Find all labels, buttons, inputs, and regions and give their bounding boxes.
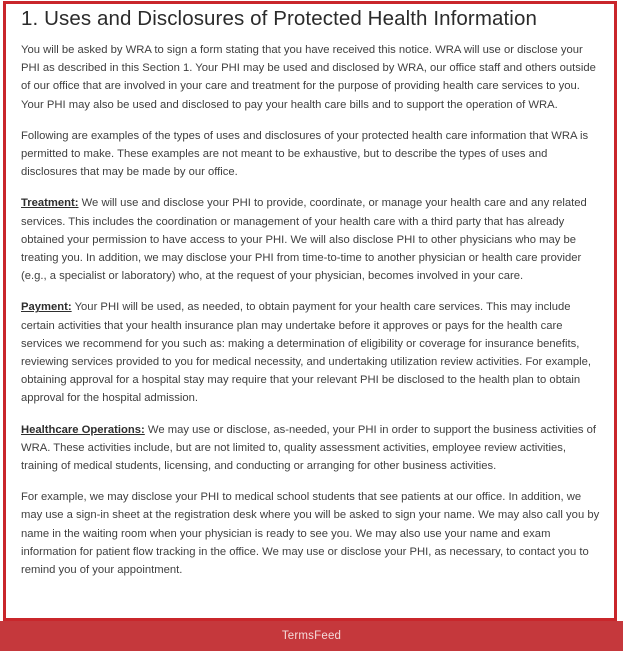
paragraph-treatment — [21, 194, 600, 285]
footer-brand: TermsFeed — [281, 630, 342, 642]
paragraph-payment — [21, 298, 600, 407]
paragraph-text: Following are examples of the types of uses and disclosures of your protected health care information that WRA is permitted to make. These examples are not meant to be exhaustive, but to describe the types of uses and disclosures that may be made by our office. — [21, 129, 589, 179]
paragraph-label: Healthcare Operations: — [21, 423, 145, 436]
section-title: 1. Uses and Disclosures of Protected Health Information — [21, 7, 537, 30]
paragraph-examples — [21, 127, 600, 182]
paragraph-intro — [21, 41, 600, 114]
paragraph-label: Payment: — [21, 301, 72, 314]
paragraph-for-example — [21, 488, 600, 579]
paragraph-healthcare-operations — [21, 421, 600, 476]
paragraph-text: You will be asked by WRA to sign a form stating that you have received this notice. WRA will use or disclose your PHI as described in this Section 1. Your PHI may be used and disclosed by WRA, our office staff and others outside of our office that are involved in your care and treatment for the purpose of providing health care services to you. Your PHI may also be used and disclosed to pay your health care bills and to support the operation of WRA. — [21, 44, 596, 111]
paragraph-text: We will use and disclose your PHI to provide, coordinate, or manage your health care and any related services. This includes the coordination or management of your health care with a third party that has already obtained your permission to have access to your PHI. We will also disclose PHI to other physicians who may be treating you. In addition, we may disclose your PHI from time-to-time to another physician or health care provider (e.g., a specialist or laboratory) who, at the request of your physician, becomes involved in your care. — [21, 197, 587, 283]
document-frame — [3, 1, 617, 621]
document-content — [6, 4, 614, 579]
footer-bar — [0, 621, 623, 651]
paragraph-text: Your PHI will be used, as needed, to obtain payment for your health care services. This may include certain activities that your health insurance plan may undertake before it approves or pays for the health care services we recommend for you such as: making a determination of eligibility or coverage for insurance benefits, reviewing services provided to you for medical necessity, and undertaking utilization review activities. For example, obtaining approval for a hospital stay may require that your relevant PHI be disclosed to the health plan to obtain approval for the hospital admission. — [21, 301, 592, 405]
paragraph-label: Treatment: — [21, 197, 79, 210]
paragraph-text: We may use or disclose, as-needed, your PHI in order to support the business activities of WRA. These activities include, but are not limited to, quality assessment activities, employee review activities, training of medical students, licensing, and conducting or arranging for other business activities. — [21, 423, 597, 473]
paragraph-text: For example, we may disclose your PHI to medical school students that see patients at our office. In addition, we may use a sign-in sheet at the registration desk where you will be asked to sign your name. We may also call you by name in the waiting room when your physician is ready to see you. We may also use your name and exam information for patient flow tracking in the office. We may use or disclose your PHI, as necessary, to contact you to remind you of your appointment. — [21, 491, 600, 577]
